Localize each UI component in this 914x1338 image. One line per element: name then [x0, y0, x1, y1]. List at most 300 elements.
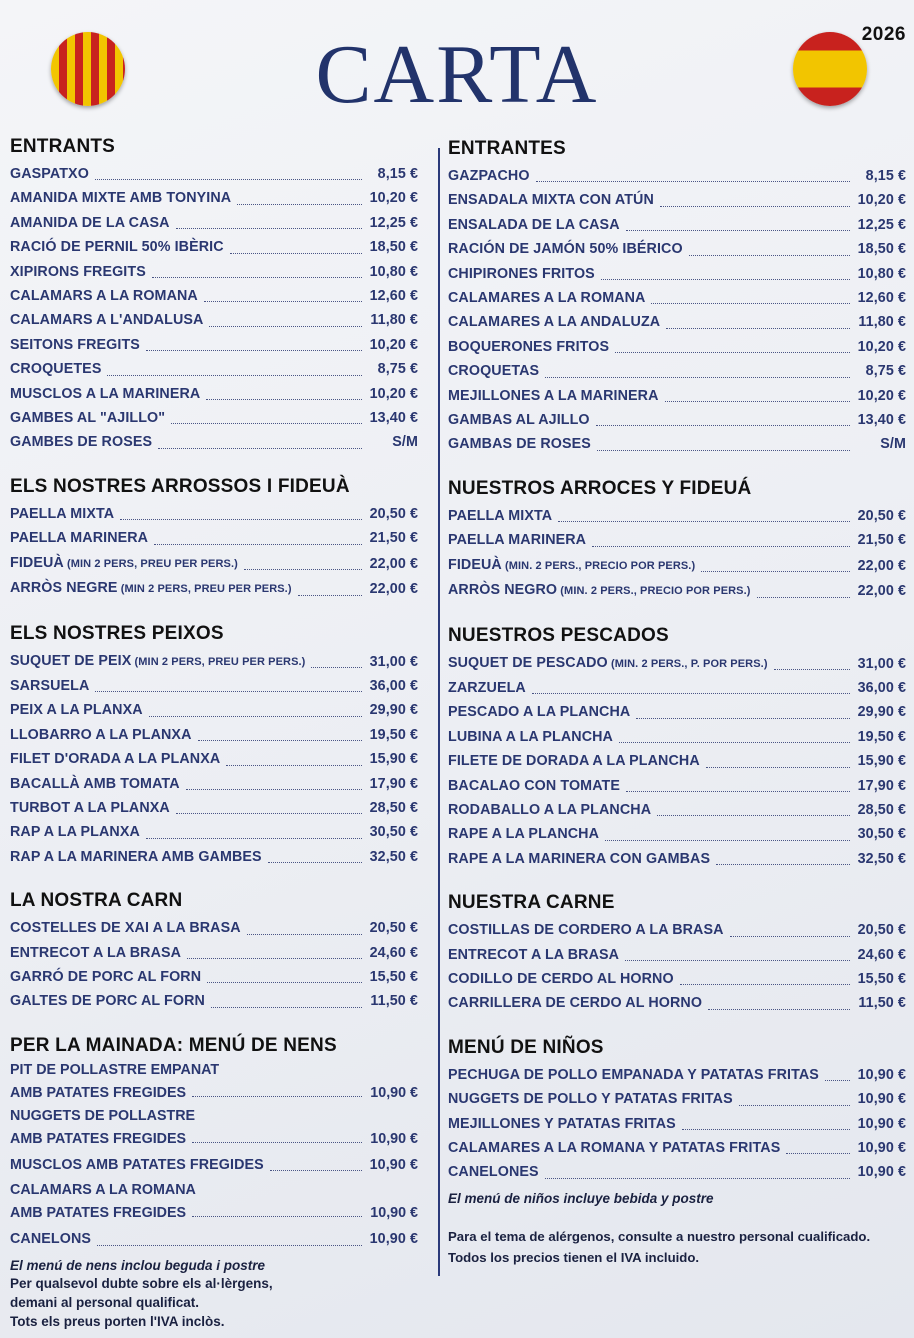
leader-dots [626, 791, 850, 792]
item-name-text: RAPE A LA PLANCHA [448, 826, 600, 843]
item-price: 8,15 € [865, 168, 906, 184]
menu-item [10, 1204, 418, 1223]
footer-line: Para el tema de alérgenos, consulte a nuestro personal cualificado. [448, 1229, 871, 1244]
item-name-text: BACALLÀ AMB TOMATA [10, 775, 180, 792]
item-name-text: BOQUERONES FRITOS [448, 338, 610, 355]
menu-item [10, 333, 418, 357]
menu-item [10, 162, 418, 186]
item-name-text: PESCADO A LA PLANCHA [448, 704, 631, 721]
item-price: 20,50 € [857, 922, 906, 939]
item-price: 28,50 € [369, 799, 418, 816]
item-name [448, 1112, 676, 1136]
item-name-text: PAELLA MIXTA [10, 505, 115, 522]
item-price: 10,90 € [370, 1130, 418, 1147]
menu-item [10, 284, 418, 308]
item-name [10, 308, 203, 332]
item-price: 32,50 € [857, 850, 906, 867]
leader-dots [192, 1216, 362, 1217]
leader-dots [665, 401, 850, 402]
item-name [448, 310, 660, 334]
item-price: 21,50 € [857, 532, 906, 549]
leader-dots [682, 1129, 850, 1130]
leader-dots [680, 984, 850, 985]
item-price: 12,25 € [369, 214, 418, 231]
item-price: 13,40 € [857, 412, 906, 429]
leader-dots [786, 1153, 850, 1154]
leader-dots [237, 204, 362, 205]
item-name-text: CROQUETAS [448, 363, 540, 380]
item-name-text: CODILLO DE CERDO AL HORNO [448, 970, 674, 987]
item-name-text: RACIÓN DE JAMÓN 50% IBÉRICO [448, 241, 683, 258]
item-name [448, 432, 591, 456]
item-name-text: FIDEUÀ [10, 554, 64, 571]
item-name [448, 676, 526, 700]
item-name [10, 284, 198, 308]
leader-dots [597, 450, 850, 451]
section-title: PER LA MAINADA: MENÚ DE NENS [10, 1034, 337, 1056]
item-price: 13,40 € [369, 410, 418, 427]
leader-dots [592, 546, 850, 547]
item-name [448, 749, 700, 773]
item-price: 10,20 € [857, 192, 906, 209]
item-name-text: ARRÒS NEGRE [10, 580, 118, 597]
item-price: 10,90 € [857, 1164, 906, 1181]
item-name [10, 916, 241, 940]
item-name [10, 796, 170, 820]
leader-dots [605, 840, 850, 841]
item-name [10, 162, 89, 186]
item-name-text: XIPIRONS FREGITS [10, 263, 146, 280]
item-name: MUSCLOS AMB PATATES FREGIDES [10, 1156, 264, 1173]
item-name-text: SUQUET DE PESCADO [448, 654, 608, 671]
item-name [448, 286, 645, 310]
leader-dots [146, 838, 362, 839]
item-name-text: PECHUGA DE POLLO EMPANADA Y PATATAS FRITAS [448, 1066, 819, 1083]
footer-line: Per qualsevol dubte sobre els al·lèrgens, [10, 1276, 273, 1291]
leader-dots [739, 1105, 850, 1106]
menu-item [10, 430, 418, 454]
item-name-text: PAELLA MIXTA [448, 507, 553, 524]
item-name-text: RAPE A LA MARINERA CON GAMBAS [448, 850, 711, 867]
menu-item [10, 1227, 418, 1251]
menu-item [448, 967, 906, 991]
item-name-text: AMANIDA MIXTE AMB TONYINA [10, 190, 232, 207]
item-name-text: MEJILLONES Y PATATAS FRITAS [448, 1115, 676, 1132]
leader-dots [171, 423, 362, 424]
leader-dots [716, 864, 850, 865]
item-price: 17,90 € [369, 775, 418, 792]
item-price: 22,00 € [857, 583, 906, 600]
menu-item [10, 357, 418, 381]
item-name [10, 526, 148, 550]
menu-item [448, 651, 906, 676]
menu-item [10, 989, 418, 1013]
item-name [448, 504, 552, 528]
item-name [448, 553, 695, 578]
leader-dots [545, 377, 850, 378]
leader-dots [247, 934, 362, 935]
leader-dots [270, 1170, 362, 1171]
item-price: 10,20 € [857, 338, 906, 355]
menu-item [448, 918, 906, 942]
leader-dots [149, 716, 362, 717]
leader-dots [209, 326, 362, 327]
item-name [10, 382, 200, 406]
leader-dots [158, 448, 362, 449]
menu-item [448, 359, 906, 383]
item-price: 31,00 € [369, 653, 418, 670]
item-name [448, 359, 539, 383]
item-name [10, 989, 205, 1013]
leader-dots [211, 1007, 362, 1008]
footer-line: Todos los precios tienen el IVA incluido. [448, 1250, 700, 1265]
item-name-text: GALTES DE PORC AL FORN [10, 993, 205, 1010]
item-name [448, 384, 659, 408]
menu-item [448, 1160, 906, 1184]
item-name-text: RAP A LA MARINERA AMB GAMBES [10, 848, 262, 865]
item-name [10, 551, 238, 576]
menu-item [10, 698, 418, 722]
menu-item [10, 260, 418, 284]
item-note: (MIN. 2 PERS., P. POR PERS.) [607, 657, 768, 670]
item-name-text: FIDEUÀ [448, 556, 502, 573]
item-price: 22,00 € [369, 581, 418, 598]
item-name [448, 847, 710, 871]
item-name [10, 357, 101, 381]
leader-dots [95, 691, 362, 692]
leader-dots [651, 303, 850, 304]
menu-item [10, 502, 418, 526]
item-price: 29,90 € [369, 702, 418, 719]
item-price: 10,80 € [369, 263, 418, 280]
item-name-text: ENTRECOT A LA BRASA [10, 944, 182, 961]
menu-item [10, 772, 418, 796]
item-name-text: FILETE DE DORADA A LA PLANCHA [448, 753, 700, 770]
item-name [448, 1063, 819, 1087]
item-name [10, 211, 170, 235]
section-title: NUESTROS ARROCES Y FIDEUÁ [448, 477, 752, 499]
leader-dots [186, 789, 362, 790]
menu-item [10, 916, 418, 940]
item-name-text: MUSCLOS A LA MARINERA [10, 385, 201, 402]
menu-item [448, 725, 906, 749]
item-price: 30,50 € [369, 824, 418, 841]
menu-item [10, 1084, 418, 1103]
item-name-text: CROQUETES [10, 361, 102, 378]
item-price: 8,75 € [377, 361, 418, 378]
item-name-text: GAMBAS DE ROSES [448, 436, 591, 453]
item-price: 20,50 € [369, 505, 418, 522]
item-name [10, 747, 220, 771]
item-price: 10,20 € [369, 385, 418, 402]
item-name-text: SUQUET DE PEIX [10, 652, 132, 669]
item-price: 15,50 € [857, 970, 906, 987]
catalan-column [10, 134, 418, 1292]
section-title: NUESTRA CARNE [448, 892, 615, 914]
item-price: 10,90 € [857, 1115, 906, 1132]
menu-item [10, 526, 418, 550]
leader-dots [626, 230, 850, 231]
section-title: NUESTROS PESCADOS [448, 624, 669, 646]
leader-dots [619, 742, 850, 743]
menu-item [448, 749, 906, 773]
menu-item [448, 1136, 906, 1160]
leader-dots [757, 597, 850, 598]
item-name [448, 1087, 733, 1111]
item-name [448, 188, 654, 212]
menu-item [448, 310, 906, 334]
leader-dots [601, 279, 850, 280]
leader-dots [244, 569, 362, 570]
section-menu-ninos [448, 1035, 906, 1206]
leader-dots [192, 1142, 362, 1143]
leader-dots [708, 1009, 850, 1010]
item-price: 36,00 € [369, 677, 418, 694]
item-name [10, 502, 114, 526]
item-price: 11,80 € [858, 314, 906, 331]
menu-item-line [10, 1061, 418, 1080]
item-name [448, 528, 586, 552]
item-name: AMB PATATES FREGIDES [10, 1130, 187, 1147]
item-name-text: GAZPACHO [448, 168, 530, 184]
item-price: 12,25 € [857, 216, 906, 233]
leader-dots [268, 862, 362, 863]
item-name [10, 649, 305, 674]
menu-item [10, 551, 418, 576]
item-price: 11,80 € [370, 312, 418, 329]
footer-line: Tots els preus porten l'IVA inclòs. [10, 1314, 225, 1329]
item-name-text: CALAMARES A LA ANDALUZA [448, 314, 661, 331]
item-price: 10,80 € [857, 265, 906, 282]
item-price: 20,50 € [369, 920, 418, 937]
item-name-text: CALAMARES A LA ROMANA [448, 290, 646, 307]
menu-item [448, 700, 906, 724]
menu-item [448, 164, 906, 188]
section-title: ENTRANTS [10, 136, 116, 157]
menu-item-line [10, 1181, 418, 1200]
menu-item [448, 286, 906, 310]
item-name [448, 262, 595, 286]
item-name [10, 430, 152, 454]
section-arrossos [10, 474, 418, 602]
item-name: CALAMARS A LA ROMANA [10, 1182, 196, 1199]
item-name-text: COSTELLES DE XAI A LA BRASA [10, 920, 241, 937]
menu-item [10, 235, 418, 259]
item-note: (MIN. 2 PERS., PRECIO POR PERS.) [557, 585, 751, 598]
item-note: (MIN. 2 PERS., PRECIO POR PERS.) [501, 559, 696, 572]
menu-item [10, 674, 418, 698]
item-name [10, 333, 140, 357]
leader-dots [226, 765, 362, 766]
item-price: S/M [880, 436, 906, 453]
item-price: 28,50 € [857, 801, 906, 818]
item-price: 15,90 € [857, 753, 906, 770]
item-price: 24,60 € [369, 944, 418, 961]
menu-item [448, 1087, 906, 1111]
item-name [448, 798, 651, 822]
menu-item-line [10, 1107, 418, 1126]
menu-item [10, 845, 418, 869]
item-name-text: LUBINA A LA PLANCHA [448, 728, 613, 745]
item-name [448, 822, 599, 846]
menu-item [448, 335, 906, 359]
leader-dots [97, 1245, 362, 1246]
item-price: 31,00 € [857, 655, 906, 672]
leader-dots [204, 301, 362, 302]
item-note: (MIN 2 PERS, PREU PER PERS.) [63, 557, 238, 570]
leader-dots [187, 958, 362, 959]
menu-item [10, 1130, 418, 1149]
item-price: S/M [392, 434, 418, 451]
item-name-text: ENSALADA DE LA CASA [448, 216, 620, 233]
menu-item [448, 991, 906, 1015]
menu-item [448, 432, 906, 456]
leader-dots [206, 399, 362, 400]
item-name-text: BACALAO CON TOMATE [448, 777, 621, 794]
item-price: 21,50 € [369, 530, 418, 547]
leader-dots [689, 255, 850, 256]
item-note: (MIN 2 PERS, PREU PER PERS.) [117, 583, 292, 596]
item-name [448, 1160, 539, 1184]
item-price: 10,20 € [369, 336, 418, 353]
footer-line: demani al personal qualificat. [10, 1295, 200, 1310]
leader-dots [701, 571, 850, 572]
menu-item [448, 237, 906, 261]
leader-dots [152, 277, 362, 278]
menu-item [10, 747, 418, 771]
menu-item [10, 576, 418, 601]
menu-item [448, 553, 906, 578]
item-price: 10,20 € [857, 387, 906, 404]
menu-item [448, 384, 906, 408]
leader-dots [298, 595, 362, 596]
item-price: 29,90 € [857, 704, 906, 721]
leader-dots [615, 352, 850, 353]
item-price: 10,90 € [370, 1205, 418, 1222]
leader-dots [825, 1080, 850, 1081]
leader-dots [311, 667, 362, 668]
item-name-text: CALAMARS A LA ROMANA [10, 288, 198, 305]
item-name: NUGGETS DE POLLASTRE [10, 1107, 196, 1124]
item-name: PIT DE POLLASTRE EMPANAT [10, 1061, 220, 1078]
item-name-text: GASPATXO [10, 166, 89, 182]
item-name-text: COSTILLAS DE CORDERO A LA BRASA [448, 922, 724, 939]
item-price: 12,60 € [857, 290, 906, 307]
item-price: 11,50 € [370, 993, 418, 1010]
item-name [10, 406, 165, 430]
item-price: 10,90 € [857, 1140, 906, 1156]
item-price: 22,00 € [857, 557, 906, 574]
section-title: ELS NOSTRES ARROSSOS I FIDEUÀ [10, 475, 350, 497]
leader-dots [596, 425, 850, 426]
leader-dots [532, 693, 850, 694]
menu-item [10, 649, 418, 674]
item-name-text: CARRILLERA DE CERDO AL HORNO [448, 995, 703, 1012]
item-note: (MIN 2 PERS, PREU PER PERS.) [131, 655, 306, 668]
item-name-text: ZARZUELA [448, 679, 526, 696]
item-name [448, 774, 620, 798]
item-price: 10,90 € [369, 1231, 418, 1248]
item-name [10, 820, 140, 844]
item-name [10, 576, 292, 601]
item-name [448, 213, 620, 237]
item-price: 18,50 € [369, 239, 418, 256]
item-price: 11,50 € [858, 995, 906, 1012]
section-peixos [10, 621, 418, 870]
item-price: 8,75 € [865, 363, 906, 380]
leader-dots [558, 521, 850, 522]
menu-item [448, 774, 906, 798]
item-price: 19,50 € [369, 726, 418, 743]
item-name-text: GAMBES AL "AJILLO" [10, 410, 166, 427]
item-name: CANELONS [10, 1231, 92, 1248]
item-name: AMB PATATES FREGIDES [10, 1205, 187, 1222]
section-title: ELS NOSTRES PEIXOS [10, 622, 224, 644]
leader-dots [192, 1096, 362, 1097]
item-name [448, 943, 619, 967]
spanish-footer [448, 1226, 908, 1268]
leader-dots [95, 179, 362, 180]
item-price: 15,50 € [369, 968, 418, 985]
leader-dots [625, 960, 850, 961]
item-name [10, 186, 231, 210]
item-price: 22,00 € [369, 555, 418, 572]
menu-item [10, 820, 418, 844]
leader-dots [198, 740, 363, 741]
section-arroces [448, 476, 906, 604]
leader-dots [545, 1178, 850, 1179]
item-price: 17,90 € [857, 777, 906, 794]
item-name-text: FILET D'ORADA A LA PLANXA [10, 751, 221, 768]
item-name [448, 725, 613, 749]
menu-item [10, 796, 418, 820]
item-name [10, 723, 192, 747]
item-name-text: PEIX A LA PLANXA [10, 702, 143, 719]
item-price: 10,20 € [369, 190, 418, 207]
menu-item [10, 1153, 418, 1177]
menu-item [448, 943, 906, 967]
item-name-text: GAMBAS AL AJILLO [448, 412, 590, 429]
item-name [448, 651, 768, 676]
menu-item [10, 308, 418, 332]
menu-item [10, 382, 418, 406]
section-note: El menú de nens inclou beguda i postre [10, 1257, 266, 1273]
catalan-footer [10, 1274, 430, 1331]
leader-dots [154, 544, 362, 545]
menu-item [10, 723, 418, 747]
leader-dots [120, 519, 362, 520]
item-name-text: ENSADALA MIXTA CON ATÚN [448, 192, 654, 209]
leader-dots [146, 350, 362, 351]
item-name [448, 1136, 780, 1160]
leader-dots [636, 718, 850, 719]
leader-dots [730, 936, 850, 937]
section-title: ENTRANTES [448, 138, 566, 159]
section-carne [448, 890, 906, 1016]
item-name-text: RACIÓ DE PERNIL 50% IBÈRIC [10, 239, 224, 256]
menu-item [448, 1112, 906, 1136]
item-price: 32,50 € [369, 848, 418, 865]
item-price: 24,60 € [857, 946, 906, 963]
item-name-text: NUGGETS DE POLLO Y PATATAS FRITAS [448, 1091, 733, 1108]
leader-dots [706, 767, 850, 768]
leader-dots [207, 982, 362, 983]
item-name [448, 918, 724, 942]
item-name [10, 965, 201, 989]
menu-item [10, 211, 418, 235]
item-name-text: MEJILLONES A LA MARINERA [448, 387, 659, 404]
menu-item [448, 504, 906, 528]
